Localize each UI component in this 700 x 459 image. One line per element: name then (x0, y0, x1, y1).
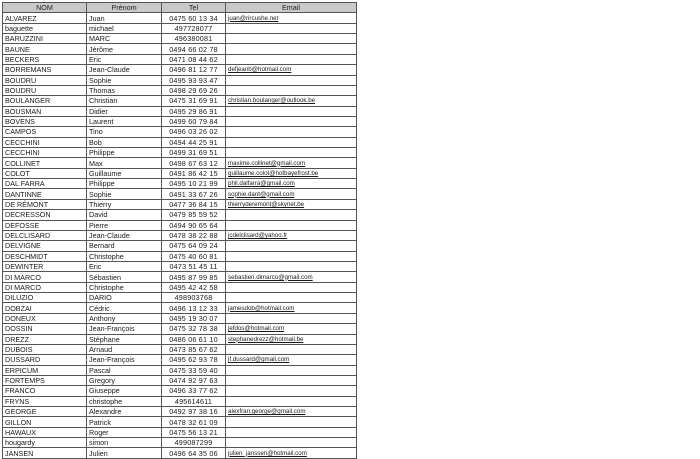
cell-nom: CECCHINI (3, 148, 87, 158)
cell-tel: 0486 06 61 10 (162, 334, 226, 344)
cell-prenom: Pascal (87, 365, 162, 375)
email-link[interactable]: sebastien.dimarco@gmail.com (228, 273, 313, 281)
cell-tel: 0496 13 12 33 (162, 303, 226, 313)
cell-nom: DOSSIN (3, 324, 87, 334)
cell-prenom: Stéphane (87, 334, 162, 344)
table-row (3, 168, 357, 178)
cell-email (226, 148, 357, 158)
cell-tel: 0496 64 35 06 (162, 448, 226, 458)
email-link[interactable]: jf.dussard@gmail.com (228, 356, 290, 364)
cell-prenom: Jean-Claude (87, 65, 162, 75)
cell-nom: DELCLISARD (3, 230, 87, 240)
cell-nom: DELVIGNE (3, 241, 87, 251)
table-row (3, 417, 357, 427)
cell-prenom: Philippe (87, 148, 162, 158)
table-row (3, 137, 357, 147)
table-row (3, 251, 357, 261)
cell-email (226, 241, 357, 251)
cell-email (226, 75, 357, 85)
table-row (3, 241, 357, 251)
table-row (3, 396, 357, 406)
cell-email (226, 96, 357, 106)
header-email: Email (226, 3, 357, 13)
cell-tel: 496380081 (162, 34, 226, 44)
cell-nom: ERPICUM (3, 365, 87, 375)
cell-prenom: Eric (87, 54, 162, 64)
cell-nom: DE RÉMONT (3, 199, 87, 209)
cell-prenom: MARC (87, 34, 162, 44)
cell-tel: 0499 60 79 84 (162, 116, 226, 126)
cell-nom: BOUSMAN (3, 106, 87, 116)
cell-nom: baguette (3, 23, 87, 33)
cell-tel: 0478 38 22 88 (162, 230, 226, 240)
cell-email (226, 85, 357, 95)
cell-prenom: Jérôme (87, 44, 162, 54)
cell-nom: DONEUX (3, 313, 87, 323)
cell-nom: DUBOIS (3, 344, 87, 354)
cell-prenom: Julien (87, 448, 162, 458)
cell-prenom: Pierre (87, 220, 162, 230)
cell-nom: BARUZZINI (3, 34, 87, 44)
cell-prenom: Bernard (87, 241, 162, 251)
cell-prenom: Philippe (87, 179, 162, 189)
email-link[interactable]: julien_janssen@hotmail.com (228, 449, 307, 457)
email-link[interactable]: juan@rircushe.net (228, 14, 279, 22)
cell-prenom: Juan (87, 13, 162, 23)
email-link[interactable]: stephanedrezz@hotmail.be (228, 335, 304, 343)
cell-email (226, 116, 357, 126)
table-row (3, 230, 357, 240)
cell-nom: DEWINTER (3, 261, 87, 271)
cell-email (226, 54, 357, 64)
email-link[interactable]: phil.dalfarra@gmail.com (228, 180, 295, 188)
cell-tel: 0494 44 25 91 (162, 137, 226, 147)
table-row (3, 179, 357, 189)
cell-prenom: simon (87, 438, 162, 448)
cell-email (226, 251, 357, 261)
cell-prenom: Jean-Claude (87, 230, 162, 240)
cell-tel: 0498 67 63 12 (162, 158, 226, 168)
cell-email (226, 65, 357, 75)
cell-tel: 0473 51 45 11 (162, 261, 226, 271)
header-nom: NOM (3, 3, 87, 13)
table-row (3, 427, 357, 437)
cell-tel: 497728077 (162, 23, 226, 33)
cell-tel: 499087299 (162, 438, 226, 448)
email-link[interactable]: thierryderemont@skynet.be (228, 201, 305, 208)
cell-prenom: Jean-François (87, 324, 162, 334)
cell-tel: 0495 87 99 85 (162, 272, 226, 282)
cell-nom: DUSSARD (3, 355, 87, 365)
table-row (3, 293, 357, 303)
cell-nom: ALVAREZ (3, 13, 87, 23)
table-row (3, 23, 357, 33)
email-link[interactable]: jamesdob@hotmail.com (228, 304, 295, 312)
table-row (3, 199, 357, 209)
cell-email (226, 230, 357, 240)
cell-tel: 0495 10 21 99 (162, 179, 226, 189)
cell-email (226, 355, 357, 365)
cell-nom: hougardy (3, 438, 87, 448)
email-link[interactable]: guillaume.colot@hotbayefrost.be (228, 169, 319, 177)
cell-nom: DECRESSON (3, 210, 87, 220)
cell-tel: 0491 33 67 26 (162, 189, 226, 199)
cell-nom: GILLON (3, 417, 87, 427)
cell-nom: DI MARCO (3, 272, 87, 282)
cell-email (226, 407, 357, 417)
cell-email (226, 438, 357, 448)
cell-email (226, 127, 357, 137)
cell-nom: FRANCO (3, 386, 87, 396)
cell-email (226, 23, 357, 33)
cell-nom: DESCHMIDT (3, 251, 87, 261)
cell-prenom: Thierry (87, 199, 162, 209)
table-row (3, 189, 357, 199)
cell-nom: BOVENS (3, 116, 87, 126)
table-body (3, 13, 357, 458)
email-link[interactable]: christian.boulanger@outlook.be (228, 97, 316, 105)
table-row (3, 85, 357, 95)
cell-email (226, 344, 357, 354)
cell-email (226, 13, 357, 23)
cell-email (226, 44, 357, 54)
cell-tel: 0475 31 69 91 (162, 96, 226, 106)
cell-prenom: DARIO (87, 293, 162, 303)
cell-email (226, 417, 357, 427)
cell-tel: 0494 66 02 78 (162, 44, 226, 54)
table-row (3, 13, 357, 23)
cell-nom: GEORGE (3, 407, 87, 417)
email-link[interactable]: maxime.collinet@gmail.com (228, 159, 306, 167)
cell-tel: 0494 90 65 64 (162, 220, 226, 230)
email-link[interactable]: jcdelclisard@yahoo.fr (228, 232, 288, 240)
cell-prenom: Thomas (87, 85, 162, 95)
table-row (3, 220, 357, 230)
cell-prenom: Anthony (87, 313, 162, 323)
cell-email (226, 106, 357, 116)
cell-email (226, 282, 357, 292)
cell-prenom: Alexandre (87, 407, 162, 417)
cell-prenom: Gregory (87, 375, 162, 385)
cell-nom: BOULANGER (3, 96, 87, 106)
cell-nom: DEFOSSE (3, 220, 87, 230)
cell-email (226, 179, 357, 189)
cell-nom: BORREMANS (3, 65, 87, 75)
table-row (3, 355, 357, 365)
cell-tel: 0474 92 97 63 (162, 375, 226, 385)
table-row (3, 44, 357, 54)
cell-email (226, 293, 357, 303)
table-row (3, 96, 357, 106)
cell-prenom: David (87, 210, 162, 220)
cell-prenom: Christian (87, 96, 162, 106)
cell-prenom: Christophe (87, 251, 162, 261)
cell-prenom: Sophie (87, 75, 162, 85)
cell-tel: 0496 81 12 77 (162, 65, 226, 75)
cell-prenom: michael (87, 23, 162, 33)
cell-nom: BOUDRU (3, 75, 87, 85)
cell-prenom: Didier (87, 106, 162, 116)
cell-nom: FRYNS (3, 396, 87, 406)
cell-email (226, 386, 357, 396)
table-row (3, 54, 357, 64)
cell-prenom: Laurent (87, 116, 162, 126)
cell-tel: 0477 36 84 15 (162, 199, 226, 209)
cell-email (226, 375, 357, 385)
cell-email (226, 427, 357, 437)
cell-email (226, 324, 357, 334)
cell-email (226, 303, 357, 313)
cell-tel: 0491 86 42 15 (162, 168, 226, 178)
cell-tel: 0492 97 38 16 (162, 407, 226, 417)
cell-tel: 0479 85 59 52 (162, 210, 226, 220)
table-row (3, 34, 357, 44)
cell-nom: BECKERS (3, 54, 87, 64)
cell-nom: COLOT (3, 168, 87, 178)
cell-tel: 0495 93 93 47 (162, 75, 226, 85)
cell-prenom: Eric (87, 261, 162, 271)
table-row (3, 65, 357, 75)
cell-nom: BOUDRU (3, 85, 87, 95)
cell-tel: 0475 32 78 38 (162, 324, 226, 334)
email-link[interactable]: defjeanb@hotmail.com (228, 66, 292, 74)
cell-nom: COLLINET (3, 158, 87, 168)
header-prenom: Prénom (87, 3, 162, 13)
cell-tel: 0495 42 42 58 (162, 282, 226, 292)
cell-nom: DANTINNE (3, 189, 87, 199)
cell-tel: 495614611 (162, 396, 226, 406)
table-row (3, 438, 357, 448)
cell-tel: 0473 85 67 62 (162, 344, 226, 354)
cell-email (226, 210, 357, 220)
cell-email (226, 313, 357, 323)
cell-tel: 0475 40 60 81 (162, 251, 226, 261)
cell-email (226, 34, 357, 44)
cell-email (226, 168, 357, 178)
cell-tel: 0495 62 93 78 (162, 355, 226, 365)
cell-tel: 0498 29 69 26 (162, 85, 226, 95)
cell-prenom: christophe (87, 396, 162, 406)
cell-tel: 498903768 (162, 293, 226, 303)
cell-tel: 0475 64 09 24 (162, 241, 226, 251)
cell-tel: 0478 32 61 09 (162, 417, 226, 427)
cell-nom: DI MARCO (3, 282, 87, 292)
cell-tel: 0499 31 69 51 (162, 148, 226, 158)
table-row (3, 116, 357, 126)
table-row (3, 334, 357, 344)
table-row (3, 272, 357, 282)
cell-nom: JANSEN (3, 448, 87, 458)
cell-email (226, 199, 357, 209)
cell-tel: 0495 29 86 91 (162, 106, 226, 116)
table-row (3, 158, 357, 168)
cell-email (226, 334, 357, 344)
table-row (3, 127, 357, 137)
table-row (3, 313, 357, 323)
cell-prenom: Sébastien (87, 272, 162, 282)
cell-tel: 0471 08 44 62 (162, 54, 226, 64)
table-row (3, 365, 357, 375)
cell-prenom: Patrick (87, 417, 162, 427)
table-row (3, 448, 357, 458)
cell-nom: CECCHINI (3, 137, 87, 147)
cell-prenom: Sophie (87, 189, 162, 199)
cell-nom: DAL FARRA (3, 179, 87, 189)
table-row (3, 261, 357, 271)
cell-nom: DOBZAI (3, 303, 87, 313)
cell-email (226, 261, 357, 271)
cell-tel: 0475 33 59 40 (162, 365, 226, 375)
table-row (3, 344, 357, 354)
cell-prenom: Max (87, 158, 162, 168)
cell-prenom: Roger (87, 427, 162, 437)
cell-email (226, 272, 357, 282)
table-row (3, 303, 357, 313)
cell-nom: FORTEMPS (3, 375, 87, 385)
cell-nom: BAUNE (3, 44, 87, 54)
cell-tel: 0496 03 26 02 (162, 127, 226, 137)
cell-email (226, 220, 357, 230)
cell-nom: DILUZIO (3, 293, 87, 303)
table-row (3, 75, 357, 85)
cell-nom: CAMPOS (3, 127, 87, 137)
cell-prenom: Cédric (87, 303, 162, 313)
email-link[interactable]: alexfran.george@gmail.com (228, 408, 306, 416)
cell-email (226, 396, 357, 406)
table-row (3, 375, 357, 385)
table-row (3, 324, 357, 334)
email-link[interactable]: sophie.dant@gmail.com (228, 190, 295, 198)
header-row (3, 3, 357, 13)
cell-tel: 0475 56 13 21 (162, 427, 226, 437)
cell-tel: 0495 19 30 07 (162, 313, 226, 323)
cell-email (226, 365, 357, 375)
cell-email (226, 448, 357, 458)
cell-prenom: Tino (87, 127, 162, 137)
cell-nom: HAWAUX (3, 427, 87, 437)
email-link[interactable]: jefdos@hotmail.com (228, 325, 285, 333)
table-row (3, 106, 357, 116)
cell-prenom: Guillaume (87, 168, 162, 178)
cell-prenom: Bob (87, 137, 162, 147)
cell-nom: DREZZ (3, 334, 87, 344)
cell-email (226, 189, 357, 199)
cell-tel: 0496 33 77 62 (162, 386, 226, 396)
table-row (3, 148, 357, 158)
contact-table (2, 2, 357, 459)
header-tel: Tel (162, 3, 226, 13)
cell-prenom: Giuseppe (87, 386, 162, 396)
cell-email (226, 137, 357, 147)
cell-tel: 0475 60 13 34 (162, 13, 226, 23)
cell-prenom: Jean-François (87, 355, 162, 365)
cell-prenom: Christophe (87, 282, 162, 292)
cell-email (226, 158, 357, 168)
cell-prenom: Arnaud (87, 344, 162, 354)
table-row (3, 407, 357, 417)
table-row (3, 210, 357, 220)
table-row (3, 282, 357, 292)
table-row (3, 386, 357, 396)
